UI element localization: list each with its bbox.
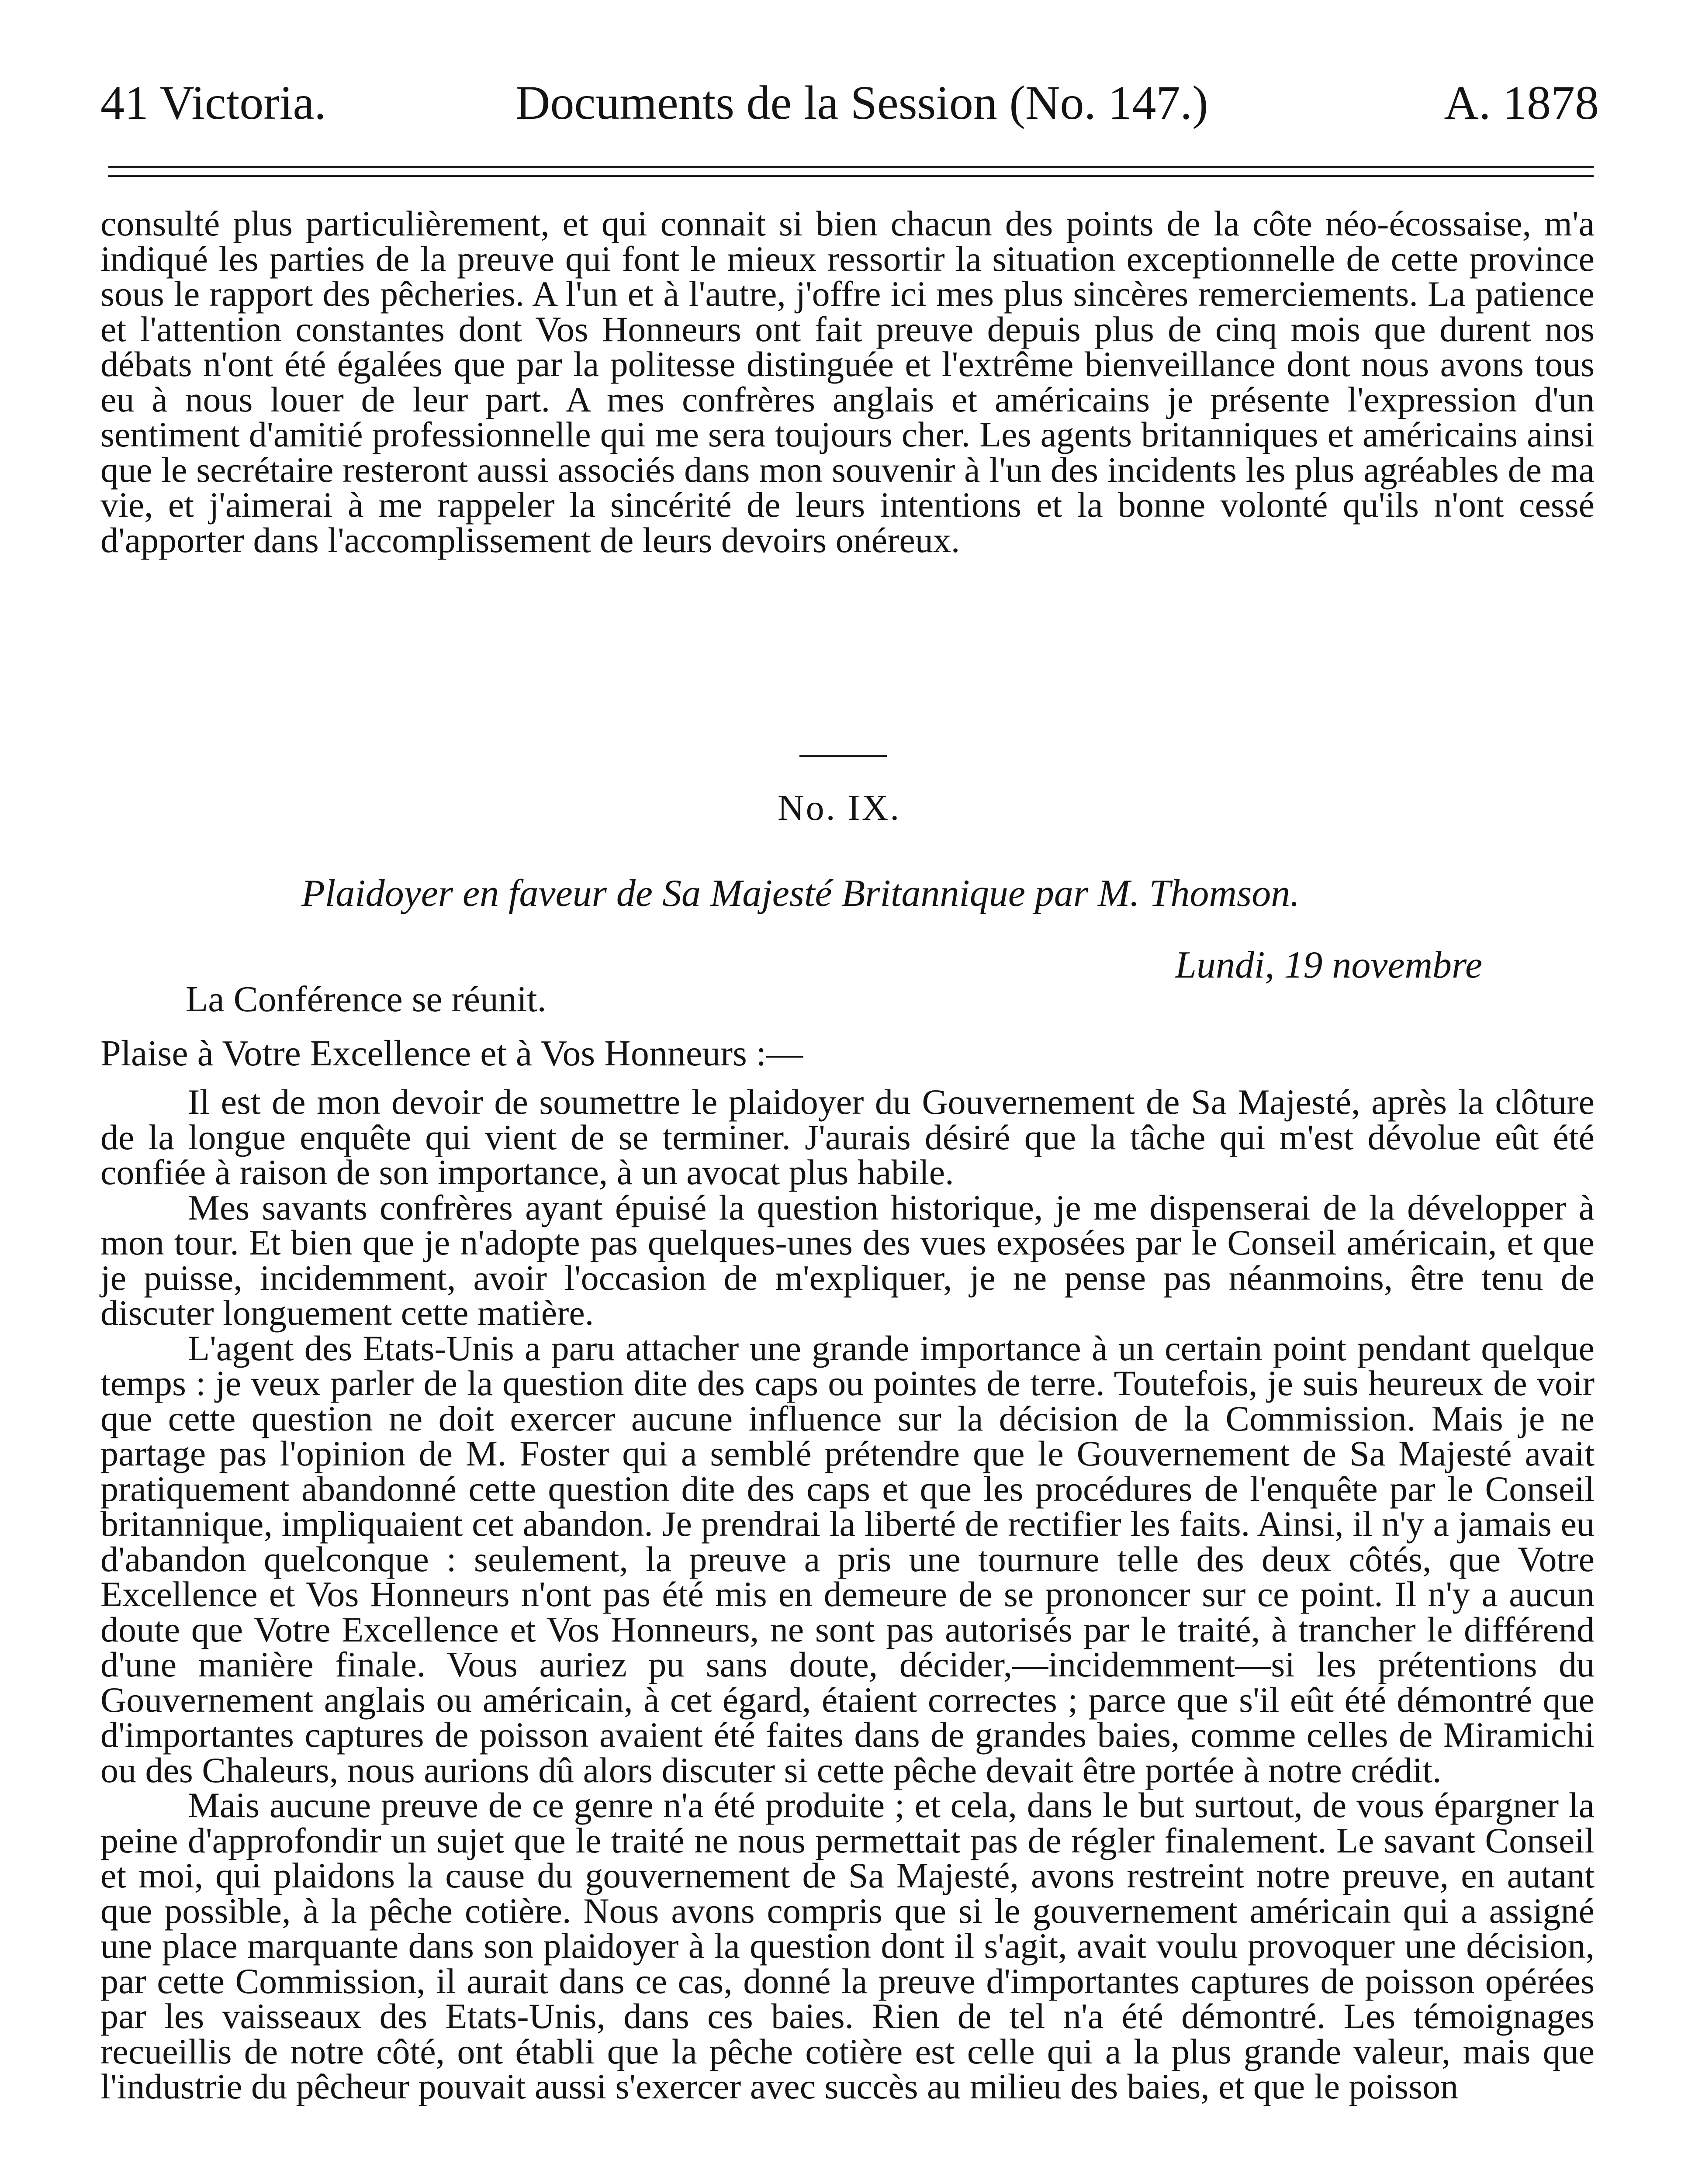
document-number: No. IX.	[778, 788, 901, 828]
header-rule-bottom	[108, 175, 1594, 177]
body-paragraph: Il est de mon devoir de soumettre le plaidoyer du Gouvernement de Sa Majesté, après la clôture de la longue enquête qui vient de se terminer. J'aurais désiré que la tâche qui m'est dévolue eût été confiée à raison de son importance, à un avocat plus habile.	[100, 1082, 1595, 1192]
header-title: Documents de la Session (No. 147.)	[515, 76, 1208, 129]
header-volume: 41 Victoria.	[100, 76, 326, 129]
header-rule-top	[108, 166, 1594, 168]
intro-paragraph: consulté plus particulièrement, et qui connait si bien chacun des points de la côte néo-écossaise, m'a indiqué les parties de la preuve qui font le mieux ressortir la situation exceptionnelle de cette province sous le rapport des pêcheries. A l'un et à l'autre, j'offre ici mes plus sincères remerciements. La patience et l'attention constantes dont Vos Honneurs ont fait preuve depuis plus de cinq mois que durent nos débats n'ont été égalées que par la politesse distinguée et l'extrême bienveillance dont nous avons tous eu à nous louer de leur part. A mes confrères anglais et américains je présente l'expression d'un sentiment d'amitié professionnelle qui me sera toujours cher. Les agents britanniques et américains ainsi que le secrétaire resteront aussi associés dans mon souvenir à l'un des incidents les plus agréables de ma vie, et j'aimerai à me rappeler la sincérité de leurs intentions et la bonne volonté qu'ils n'ont cessé d'apporter dans l'accomplissement de leurs devoirs onéreux.	[100, 204, 1595, 560]
body-paragraph: L'agent des Etats-Unis a paru attacher une grande importance à un certain point pendant quelque temps : je veux parler de la question dite des caps ou pointes de terre. Toutefois, je suis heureux de voir que cette question ne doit exercer aucune influence sur la décision de la Commission. Mais je ne partage pas l'opinion de M. Foster qui a semblé prétendre que le Gouvernement de Sa Majesté avait pratiquement abandonné cette question dite des caps et que les procédures de l'enquête par le Conseil britannique, impliquaient cet abandon. Je prendrai la liberté de rectifier les faits. Ainsi, il n'y a jamais eu d'abandon quelconque : seulement, la preuve a pris une tournure telle des deux côtés, que Votre Excellence et Vos Honneurs n'ont pas été mis en demeure de se prononcer sur ce point. Il n'y a aucun doute que Votre Excellence et Vos Honneurs, ne sont pas autorisés par le traité, à trancher le différend d'une manière finale. Vous auriez pu sans doute, décider,—incidemment—si les prétentions du Gouvernement anglais ou américain, à cet égard, étaient correctes ; parce que s'il eût été démontré que d'importantes captures de poisson avaient été faites dans de grandes baies, comme celles de Miramichi ou des Chaleurs, nous aurions dû alors discuter si cette pêche devait être portée à notre crédit.	[100, 1328, 1595, 1790]
header-year: A. 1878	[1444, 76, 1599, 129]
salutation: Plaise à Votre Excellence et à Vos Honneurs :—	[100, 1033, 803, 1074]
document-subtitle: Plaidoyer en faveur de Sa Majesté Britannique par M. Thomson.	[301, 872, 1300, 915]
intro-text-block	[100, 206, 1595, 558]
main-text-block	[100, 1082, 1595, 2106]
document-date: Lundi, 19 novembre	[1175, 944, 1483, 986]
sitting-note: La Conférence se réunit.	[186, 979, 547, 1019]
body-paragraph: Mes savants confrères ayant épuisé la question historique, je me dispenserai de la développer à mon tour. Et bien que je n'adopte pas quelques-unes des vues exposées par le Conseil américain, et que je puisse, incidemment, avoir l'occasion de m'expliquer, je ne pense pas néanmoins, être tenu de discuter longuement cette matière.	[100, 1187, 1595, 1333]
running-header	[100, 76, 1599, 129]
body-paragraph: Mais aucune preuve de ce genre n'a été produite ; et cela, dans le but surtout, de vous épargner la peine d'approfondir un sujet que le traité ne nous permettait pas de régler finalement. Le savant Conseil et moi, qui plaidons la cause du gouvernement de Sa Majesté, avons restreint notre preuve, en autant que possible, à la pêche cotière. Nous avons compris que si le gouvernement américain qui a assigné une place marquante dans son plaidoyer à la question dont il s'agit, avait voulu provoquer une décision, par cette Commission, il aurait dans ce cas, donné la preuve d'importantes captures de poisson opérées par les vaisseaux des Etats-Unis, dans ces baies. Rien de tel n'a été démontré. Les témoignages recueillis de notre côté, ont établi que la pêche cotière est celle qui a la plus grande valeur, mais que l'industrie du pêcheur pouvait aussi s'exercer avec succès au milieu des baies, et que le poisson	[100, 1785, 1595, 2106]
section-separator	[799, 755, 887, 757]
